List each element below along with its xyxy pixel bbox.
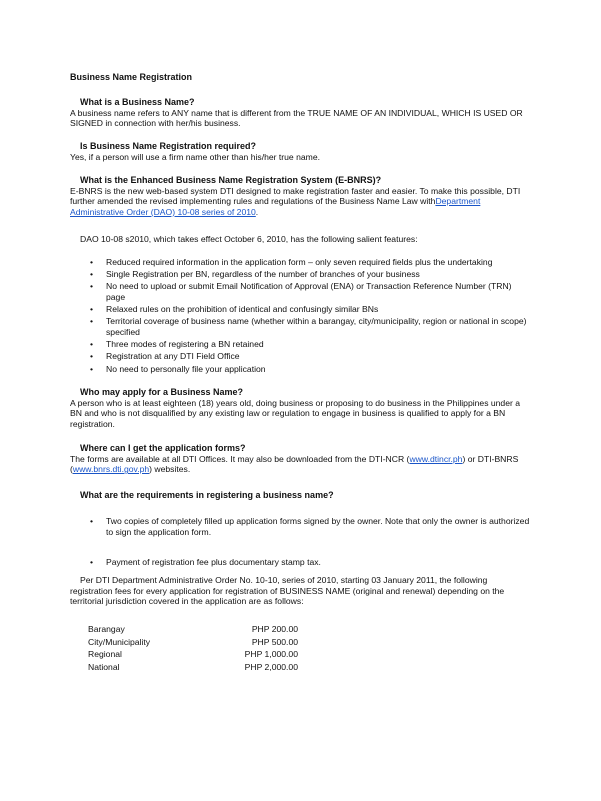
table-row (88, 624, 298, 637)
bnrs-link[interactable]: www.bnrs.dti.gov.ph (72, 464, 150, 475)
fee-value: PHP 200.00 (251, 624, 298, 634)
bullet-icon: • (90, 363, 94, 374)
dao-intro (70, 234, 532, 245)
bullet-icon: • (90, 304, 94, 315)
dao-features-list (70, 257, 532, 376)
fee-label: National (88, 661, 120, 672)
dtincr-link[interactable]: www.dtincr.ph (409, 453, 463, 464)
section-requirements (70, 490, 532, 501)
list-item: • Reduced required information in the application form – only seven required fields plus the undertaking (90, 257, 493, 267)
bullet-icon: • (90, 281, 94, 292)
list-item: • Three modes of registering a BN retained (90, 339, 264, 350)
section-heading: Is Business Name Registration required? (80, 141, 257, 151)
fees-intro (70, 575, 532, 607)
table-row (88, 662, 298, 675)
section-body: A person who is at least eighteen (18) years old, doing business or proposing to do business in the Philippines under a BN and who is not disqualified by any existing law or regulation to engage in business is qualified to apply for a BN registration. (70, 397, 521, 429)
table-row (88, 649, 298, 662)
section-heading: Where can I get the application forms? (80, 443, 246, 453)
section-who (70, 387, 532, 429)
body-tail: . (255, 206, 259, 217)
body-text: E-BNRS is the new web-based system DTI designed to make registration faster and easier. To make this possible, DTI further amended the revised implementing rules and regulations of the Business Name Law with (70, 185, 521, 207)
fee-value: PHP 1,000.00 (244, 649, 298, 659)
document-title: Business Name Registration (70, 72, 193, 82)
fee-label: Regional (88, 649, 122, 659)
bullet-icon: • (90, 339, 94, 350)
list-item: • Two copies of completely filled up application forms signed by the owner. Note that only the owner is authorized to sign the application form. (90, 516, 530, 537)
list-item: • Single Registration per BN, regardless of the number of branches of your business (90, 269, 420, 280)
bullet-icon: • (90, 269, 94, 280)
bullet-icon: • (90, 257, 94, 267)
list-item: • Registration at any DTI Field Office (90, 351, 240, 362)
section-heading: What are the requirements in registering a business name? (80, 490, 334, 500)
section-what-is (70, 97, 532, 129)
bullet-icon: • (90, 316, 94, 327)
fees-table (88, 624, 298, 674)
fee-value: PHP 500.00 (251, 636, 298, 647)
section-body: The forms are available at all DTI Offices. It may also be downloaded from the DTI-NCR (www.dtincr.ph) or DTI-BNRS (www.bnrs.dti.gov.ph) websites. (70, 453, 519, 475)
fee-label: Barangay (88, 624, 125, 634)
fee-value: PHP 2,000.00 (244, 661, 298, 672)
list-item: • Relaxed rules on the prohibition of identical and confusingly similar BNs (90, 304, 379, 315)
list-item: • No need to personally file your application (90, 363, 266, 374)
section-forms (70, 443, 532, 475)
list-item: • Payment of registration fee plus documentary stamp tax. (90, 557, 321, 568)
table-row (88, 637, 298, 650)
bullet-icon: • (90, 516, 94, 526)
section-body: Yes, if a person will use a firm name other than his/her true name. (70, 151, 320, 162)
bullet-icon: • (90, 351, 94, 362)
section-heading: What is the Enhanced Business Name Registration System (E-BNRS)? (80, 175, 382, 185)
section-heading: What is a Business Name? (80, 97, 195, 107)
section-body: A business name refers to ANY name that is different from the TRUE NAME OF AN INDIVIDUAL, WHICH IS USED OR SIGNED in connection with her/his business. (70, 107, 523, 129)
section-heading: Who may apply for a Business Name? (80, 387, 244, 397)
fee-label: City/Municipality (88, 636, 151, 647)
bullet-icon: • (90, 557, 94, 568)
list-item: • Territorial coverage of business name (whether within a barangay, city/municipality, region or national in scope) specified (90, 316, 527, 337)
fees-intro-text: Per DTI Department Administrative Order No. 10-10, series of 2010, starting 03 January 2011, the following registration fees for every application for registration of BUSINESS NAME (original and renewal) depending on the territorial jurisdiction covered in the application are as follows: (70, 575, 505, 607)
section-body (70, 186, 532, 218)
section-required (70, 141, 532, 162)
list-item: • No need to upload or submit Email Notification of Approval (ENA) or Transaction Reference Number (TRN) page (90, 281, 512, 302)
dao-intro-text: DAO 10-08 s2010, which takes effect October 6, 2010, has the following salient features: (80, 234, 418, 244)
section-ebnrs (70, 175, 532, 217)
dao-link[interactable]: Department Administrative Order (DAO) 10-08 series of 2010 (70, 196, 481, 217)
